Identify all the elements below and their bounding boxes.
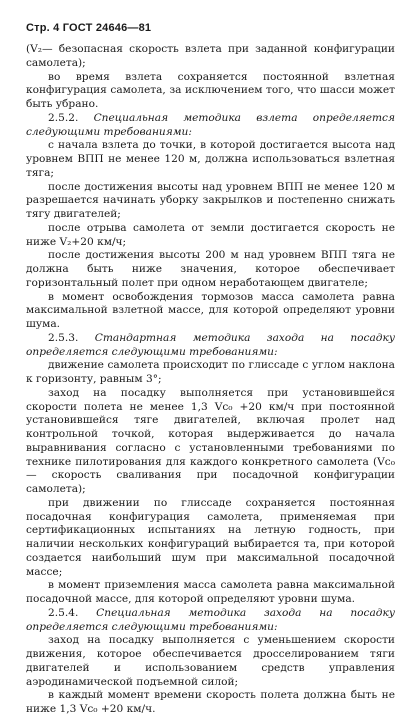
paragraph-takeoff-config: во время взлета сохраняется постоянной взлетная конфигурация самолета, за исключением того, что шасси может быть убрано. <box>26 70 395 110</box>
paragraph-liftoff-speed: после отрыва самолета от земли достигается скорость не ниже V₂+20 км/ч; <box>26 221 395 248</box>
paragraph-min-speed: в каждый момент времени скорость полета должна быть не ниже 1,3 Vс₀ +20 км/ч. <box>26 689 395 715</box>
paragraph-v2-note: (V₂— безопасная скорость взлета при заданной конфигурации самолета); <box>26 43 395 69</box>
section-number: 2.5.3. <box>48 331 79 344</box>
paragraph-takeoff-thrust: с начала взлета до точки, в которой достигается высота над уровнем ВПП не менее 120 м, должна использоваться взлетная тяга; <box>26 139 395 179</box>
section-title: Специальная методика взлета определяется следующими требованиями: <box>26 111 396 138</box>
section-2-5-4-heading <box>26 607 395 635</box>
paragraph-approach-speed: заход на посадку выполняется при установившейся скорости полета не менее 1,3 Vс₀ +20 км/ч при постоянной установившейся тяге двигателей, включая пролет над контрольной точкой, которая выдерживается до начала выравнивания согласно с установленными требованиями по технике пилотирования для каждого конкретного самолета (Vс₀ — скорость сваливания при посадочной конфигурации самолета); <box>26 386 395 495</box>
paragraph-landing-config: при движении по глиссаде сохраняется постоянная посадочная конфигурация самолета, применяемая при сертификационных испытаниях на летную годность, при наличии нескольких конфигураций выбирается та, при которой создается наибольший шум при максимальной посадочной массе; <box>26 496 395 578</box>
section-title: Стандартная методика захода на посадку определяется следующими требованиями: <box>26 331 395 358</box>
section-2-5-3-heading <box>26 332 395 360</box>
section-number: 2.5.2. <box>48 111 79 124</box>
paragraph-glideslope: движение самолета происходит по глиссаде с углом наклона к горизонту, равным 3°; <box>26 359 395 385</box>
section-2-5-2-heading <box>26 112 395 140</box>
paragraph-touchdown-mass: в момент приземления масса самолета равна максимальной посадочной массе, для которой определяют уровни шума. <box>26 579 395 605</box>
section-number: 2.5.4. <box>48 606 79 619</box>
section-title: Специальная методика захода на посадку определяется следующими требованиями: <box>26 606 395 633</box>
paragraph-decel-approach: заход на посадку выполняется с уменьшением скорости движения, которое обеспечивается дросселированием тяги двигателей и использованием средств управления аэродинамической подъемной силой; <box>26 634 395 688</box>
page-header: Стр. 4 ГОСТ 24646—81 <box>26 22 152 34</box>
paragraph-200m-thrust: после достижения высоты 200 м над уровнем ВПП тяга не должна быть ниже значения, которое обеспечивает горизонтальный полет при одном неработающем двигателе; <box>26 249 395 289</box>
document-body <box>26 43 395 717</box>
paragraph-brake-release-mass: в момент освобождения тормозов масса самолета равна максимальной взлетной массе, для которой определяют уровни шума. <box>26 290 395 330</box>
paragraph-flaps-retraction: после достижения высоты над уровнем ВПП не менее 120 м разрешается начинать уборку закрылков и постепенно снижать тягу двигателей; <box>26 180 395 220</box>
